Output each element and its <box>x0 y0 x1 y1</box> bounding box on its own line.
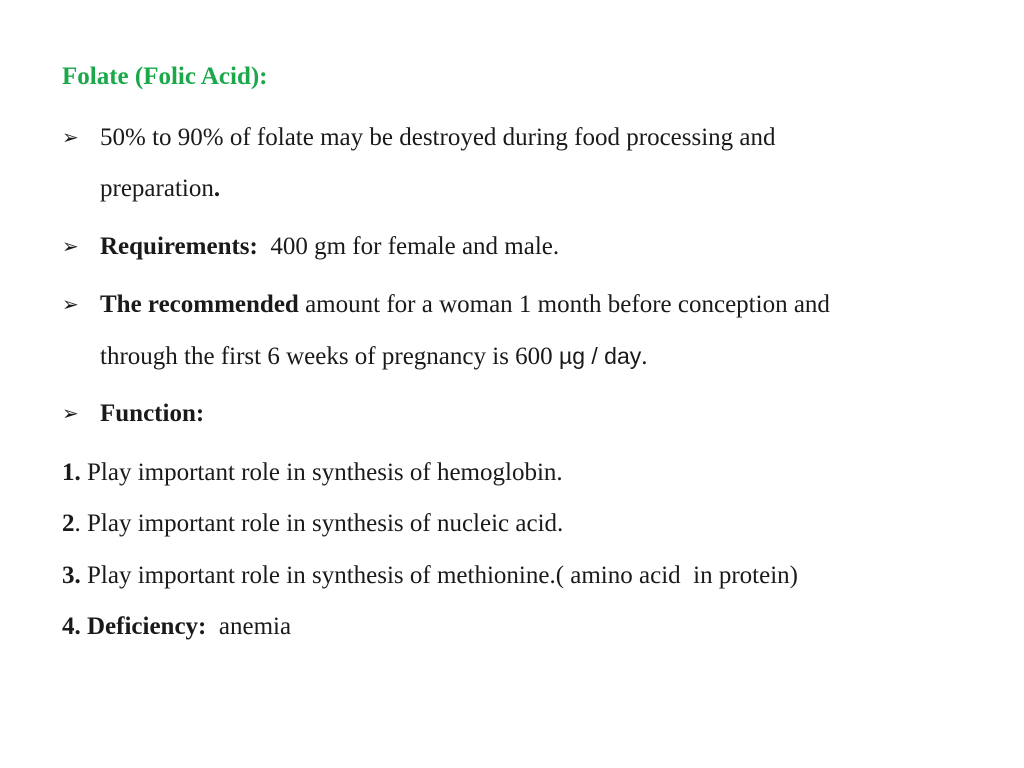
numbered-item-4-num: 4. Deficiency: <box>62 613 207 640</box>
arrowhead-bullet-icon: ➢ <box>62 294 79 316</box>
numbered-item-2-num: 2 <box>62 510 75 537</box>
page-title: Folate (Folic Acid): <box>62 63 268 90</box>
numbered-item-1-text: Play important role in synthesis of hemoglobin. <box>80 459 563 486</box>
bullet-2-label: Requirements: <box>100 233 258 260</box>
numbered-item-3 <box>62 560 798 592</box>
bullet-3-unit: µg / day <box>558 343 642 369</box>
bullet-2-text: 400 gm for female and male. <box>257 233 560 260</box>
numbered-item-4 <box>62 611 291 643</box>
numbered-item-3-text: Play important role in synthesis of methionine.( amino acid in protein) <box>80 562 798 589</box>
arrowhead-bullet-icon: ➢ <box>62 403 79 425</box>
bullet-3-label: The recommended <box>100 291 299 318</box>
bullet-3-line-2 <box>100 340 647 373</box>
arrowhead-bullet-icon: ➢ <box>62 236 79 258</box>
bullet-3-text: amount for a woman 1 month before conception and <box>298 291 830 318</box>
bullet-3-line-2-text: through the first 6 weeks of pregnancy is 600 <box>100 343 559 370</box>
numbered-item-1-num: 1. <box>62 459 81 486</box>
numbered-item-1 <box>62 457 563 489</box>
bullet-1-line-2 <box>100 173 220 205</box>
arrowhead-bullet-icon: ➢ <box>62 127 79 149</box>
bullet-4-label: Function: <box>100 400 205 427</box>
numbered-item-2-text: . Play important role in synthesis of nucleic acid. <box>74 510 564 537</box>
numbered-item-4-text: anemia <box>206 613 292 640</box>
bullet-2 <box>100 231 559 263</box>
numbered-item-3-num: 3. <box>62 562 81 589</box>
bullet-3-line-1 <box>100 289 830 321</box>
numbered-item-2 <box>62 508 563 540</box>
bullet-1-line-1: 50% to 90% of folate may be destroyed during food processing and <box>100 124 776 151</box>
bullet-3-line-2-end: . <box>641 343 648 370</box>
bullet-1-line-2-text: preparation <box>100 175 214 202</box>
bullet-1-line-2-period: . <box>213 175 221 202</box>
